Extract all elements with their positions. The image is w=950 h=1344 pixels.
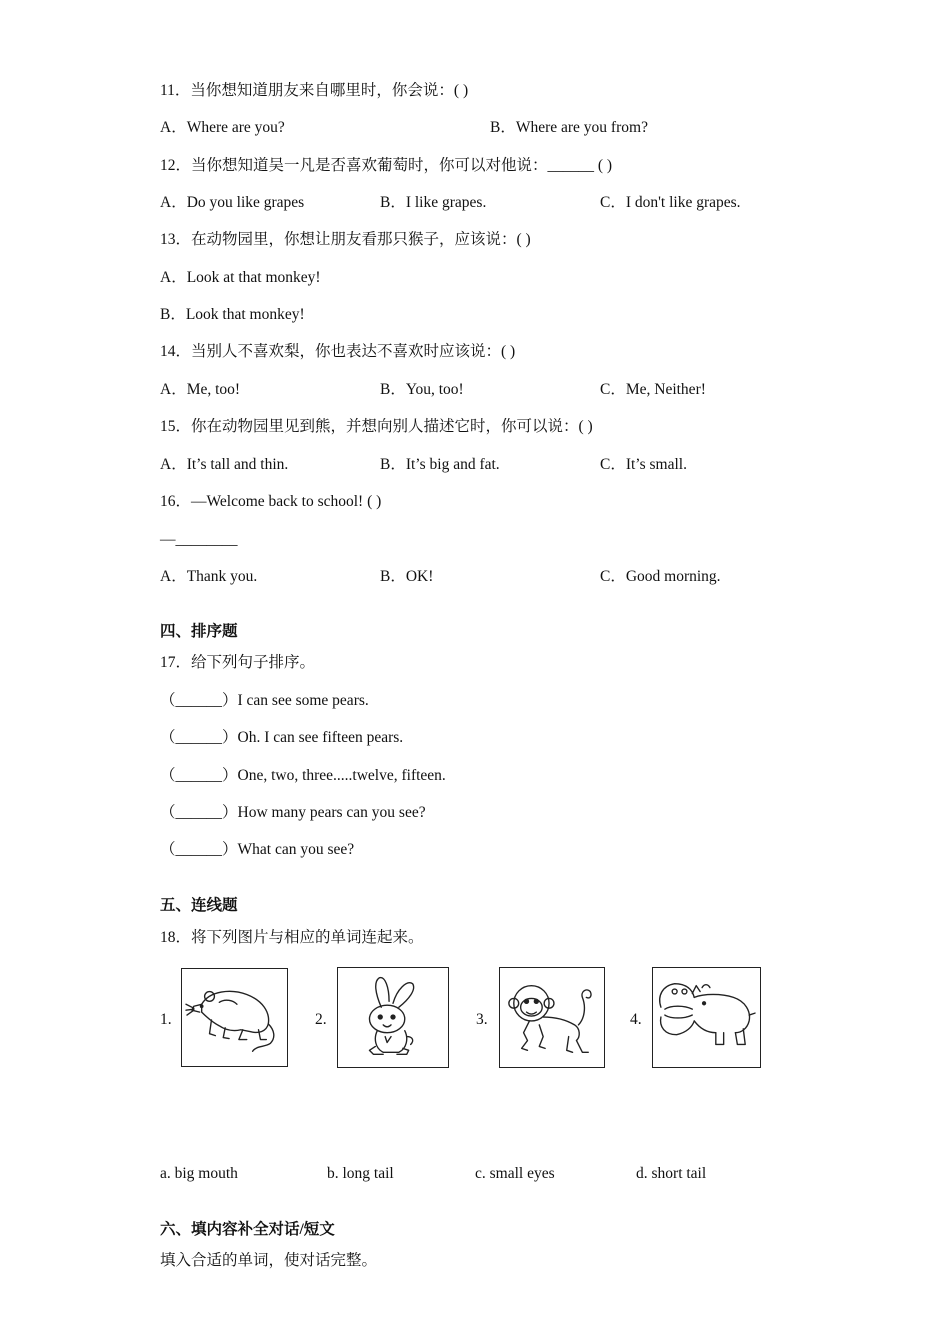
q11-option-b: B．Where are you from? <box>490 119 648 136</box>
picture-number-3: 3. <box>476 1011 488 1028</box>
q17-item-3: （______）One, two, three.....twelve, fifteen. <box>160 767 446 784</box>
q18-stem: 18．将下列图片与相应的单词连起来。 <box>160 929 424 946</box>
section5-heading: 五、连线题 <box>160 897 238 914</box>
q15-stem: 15．你在动物园里见到熊，并想向别人描述它时，你可以说：( ) <box>160 418 593 435</box>
q16-option-b: B．OK! <box>380 568 434 585</box>
q17-item-5: （______）What can you see? <box>160 841 355 858</box>
q14-option-b: B．You, too! <box>380 381 464 398</box>
q13-option-b: B．Look that monkey! <box>160 306 305 323</box>
section4-heading: 四、排序题 <box>160 623 238 640</box>
rat-icon <box>182 969 287 1066</box>
q12-option-b: B．I like grapes. <box>380 194 487 211</box>
monkey-icon <box>500 968 604 1067</box>
q13-stem: 13．在动物园里，你想让朋友看那只猴子，应该说：( ) <box>160 231 531 248</box>
monkey-picture <box>499 967 605 1068</box>
word-option-c: c. small eyes <box>475 1165 555 1182</box>
q14-option-a: A．Me, too! <box>160 381 241 398</box>
rabbit-picture <box>337 967 449 1068</box>
rat-picture <box>181 968 288 1067</box>
hippo-picture <box>652 967 761 1068</box>
q15-option-a: A．It’s tall and thin. <box>160 456 289 473</box>
q16-stem: 16．—Welcome back to school! ( ) <box>160 493 382 510</box>
q15-option-c: C．It’s small. <box>600 456 687 473</box>
q13-option-a: A．Look at that monkey! <box>160 269 321 286</box>
q16-option-c: C．Good morning. <box>600 568 721 585</box>
word-option-b: b. long tail <box>327 1165 394 1182</box>
q12-option-a: A．Do you like grapes <box>160 194 305 211</box>
word-option-d: d. short tail <box>636 1165 707 1182</box>
q12-stem: 12．当你想知道吴一凡是否喜欢葡萄时，你可以对他说：______ ( ) <box>160 157 613 174</box>
q11-option-a: A．Where are you? <box>160 119 285 136</box>
q17-item-4: （______）How many pears can you see? <box>160 804 426 821</box>
q14-stem: 14．当别人不喜欢梨，你也表达不喜欢时应该说：( ) <box>160 343 516 360</box>
q15-option-b: B．It’s big and fat. <box>380 456 500 473</box>
hippo-icon <box>653 968 760 1067</box>
q17-item-2: （______）Oh. I can see fifteen pears. <box>160 729 404 746</box>
q14-option-c: C．Me, Neither! <box>600 381 706 398</box>
q11-stem: 11．当你想知道朋友来自哪里时，你会说：( ) <box>160 82 469 99</box>
section6-heading: 六、填内容补全对话/短文 <box>160 1221 335 1238</box>
picture-number-2: 2. <box>315 1011 327 1028</box>
picture-number-1: 1. <box>160 1011 172 1028</box>
q17-item-1: （______）I can see some pears. <box>160 692 369 709</box>
rabbit-icon <box>338 968 448 1067</box>
q16-answer-blank: —________ <box>160 531 238 548</box>
q17-stem: 17．给下列句子排序。 <box>160 654 316 671</box>
section6-instruction: 填入合适的单词，使对话完整。 <box>160 1252 378 1269</box>
word-option-a: a. big mouth <box>160 1165 238 1182</box>
q12-option-c: C．I don't like grapes. <box>600 194 741 211</box>
picture-number-4: 4. <box>630 1011 642 1028</box>
q16-option-a: A．Thank you. <box>160 568 258 585</box>
